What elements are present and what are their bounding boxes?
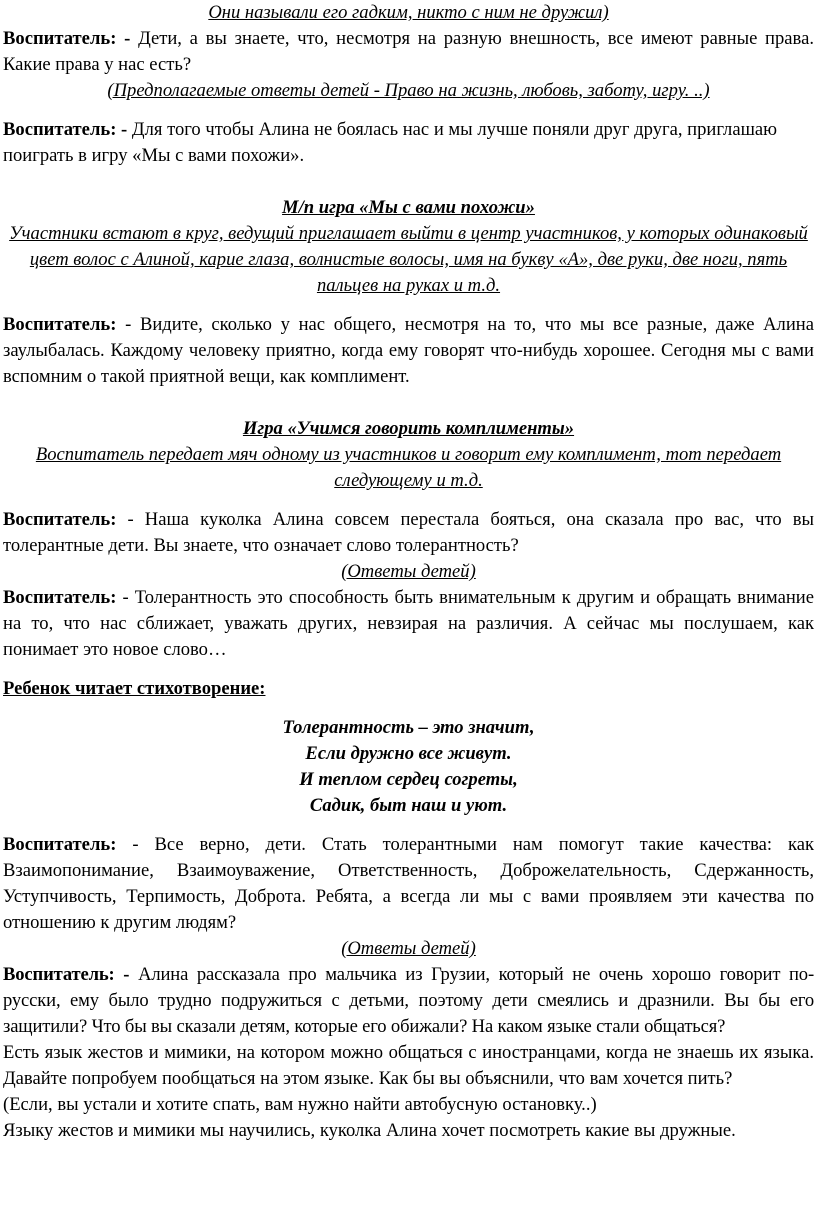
children-answers-1: (Ответы детей) [341, 561, 476, 582]
poem-line: Если дружно все живут. [305, 743, 512, 764]
game-description-compliments: Воспитатель передает мяч одному из участников и говорит ему комплимент, тот передает следующему и т.д. [35, 444, 782, 491]
paragraph-rights-question [3, 26, 814, 78]
speaker-label: Воспитатель: [3, 509, 117, 530]
speaker-dash: - [116, 587, 135, 608]
speaker-dash: - [116, 509, 145, 530]
paragraph-sleep-bus: (Если, вы устали и хотите спать, вам нужно найти автобусную остановку..) [3, 1094, 597, 1115]
paragraph-closing: Языку жестов и мимики мы научились, куколка Алина хочет посмотреть какие вы дружные. [3, 1120, 736, 1141]
paragraph-text: Для того чтобы Алина не боялась нас и мы лучше поняли друг друга, приглашаю поиграть в игру «Мы с вами похожи». [3, 119, 778, 166]
speaker-label: Воспитатель: [3, 314, 117, 335]
children-answers-2: (Ответы детей) [341, 938, 476, 959]
speaker-dash: - [116, 314, 140, 335]
speaker-dash: - [116, 28, 139, 49]
paragraph-tolerance-definition [3, 585, 814, 663]
spacer [3, 169, 814, 195]
paragraph-compliment-intro [3, 312, 814, 390]
speaker-label: Воспитатель: [3, 834, 117, 855]
spacer [3, 390, 814, 416]
game-description-similar: Участники встают в круг, ведущий приглашает выйти в центр участников, у которых одинаковый цвет волос с Алиной, карие глаза, волнистые волосы, имя на букву «А», две руки, две ноги, пять пальцев на руках и т.д. [9, 223, 808, 296]
paragraph-georgia-boy [3, 962, 814, 1040]
paragraph-qualities [3, 832, 814, 936]
spacer [3, 819, 814, 832]
speaker-label: Воспитатель: [3, 28, 117, 49]
poem-line: Толерантность – это значит, [282, 717, 535, 738]
spacer [3, 299, 814, 312]
paragraph-game-invite [3, 117, 814, 169]
paragraph-tolerance-question [3, 507, 814, 559]
speaker-label: Воспитатель: [3, 587, 117, 608]
poem-line: И теплом сердец согреты, [299, 769, 518, 790]
speaker-dash: - [116, 834, 155, 855]
paragraph-text: Алина рассказала про мальчика из Грузии, который не очень хорошо говорит по-русски, ему было трудно подружиться с детьми, поэтому дети смеялись и дразнили. Вы бы его защитили? Что бы вы сказали детям, которые его обижали? На каком языке стали общаться? [3, 964, 814, 1037]
story-closing-line: Они называли его гадким, никто с ним не дружил) [208, 2, 609, 23]
game-title-similar: М/п игра «Мы с вами похожи» [282, 197, 535, 218]
paragraph-text: Все верно, дети. Стать толерантными нам помогут такие качества: как Взаимопонимание, Взаимоуважение, Ответственность, Доброжелательность, Сдержанность, Уступчивость, Терпимость, Доброта. Ребята, а всегда ли мы с вами проявляем эти качества по отношению к другим людям? [3, 834, 814, 933]
paragraph-text: Толерантность это способность быть внимательным к другим и обращать внимание на то, что нас сближает, уважать других, невзирая на различия. А сейчас мы послушаем, как понимает это новое слово… [3, 587, 814, 660]
speaker-label: Воспитатель: [3, 119, 117, 140]
paragraph-text: Видите, сколько у нас общего, несмотря на то, что мы все разные, даже Алина заулыбалась. Каждому человеку приятно, когда ему говорят что-нибудь хорошее. Сегодня мы с вами вспомним о такой приятной вещи, как комплимент. [3, 314, 814, 387]
paragraph-sign-language: Есть язык жестов и мимики, на котором можно общаться с иностранцами, когда не знаешь их языка. Давайте попробуем пообщаться на этом языке. Как бы вы объяснили, что вам хочется пить? [3, 1042, 814, 1089]
speaker-dash: - [116, 119, 132, 140]
spacer [3, 702, 814, 715]
spacer [3, 663, 814, 676]
spacer [3, 494, 814, 507]
speaker-label: Воспитатель: [3, 964, 115, 985]
expected-answers: (Предполагаемые ответы детей - Право на жизнь, любовь, заботу, игру. ..) [107, 80, 710, 101]
speaker-dash: - [114, 964, 139, 985]
poem-line: Садик, быт наш и уют. [309, 795, 508, 816]
poem [3, 715, 814, 819]
spacer [3, 104, 814, 117]
game-title-compliments: Игра «Учимся говорить комплименты» [242, 418, 575, 439]
child-reads-heading: Ребенок читает стихотворение: [3, 678, 266, 699]
paragraph-text: Дети, а вы знаете, что, несмотря на разную внешность, все имеют равные права. Какие права у нас есть? [3, 28, 814, 75]
paragraph-text: Наша куколка Алина совсем перестала бояться, она сказала про вас, что вы толерантные дети. Вы знаете, что означает слово толерантность? [3, 509, 814, 556]
